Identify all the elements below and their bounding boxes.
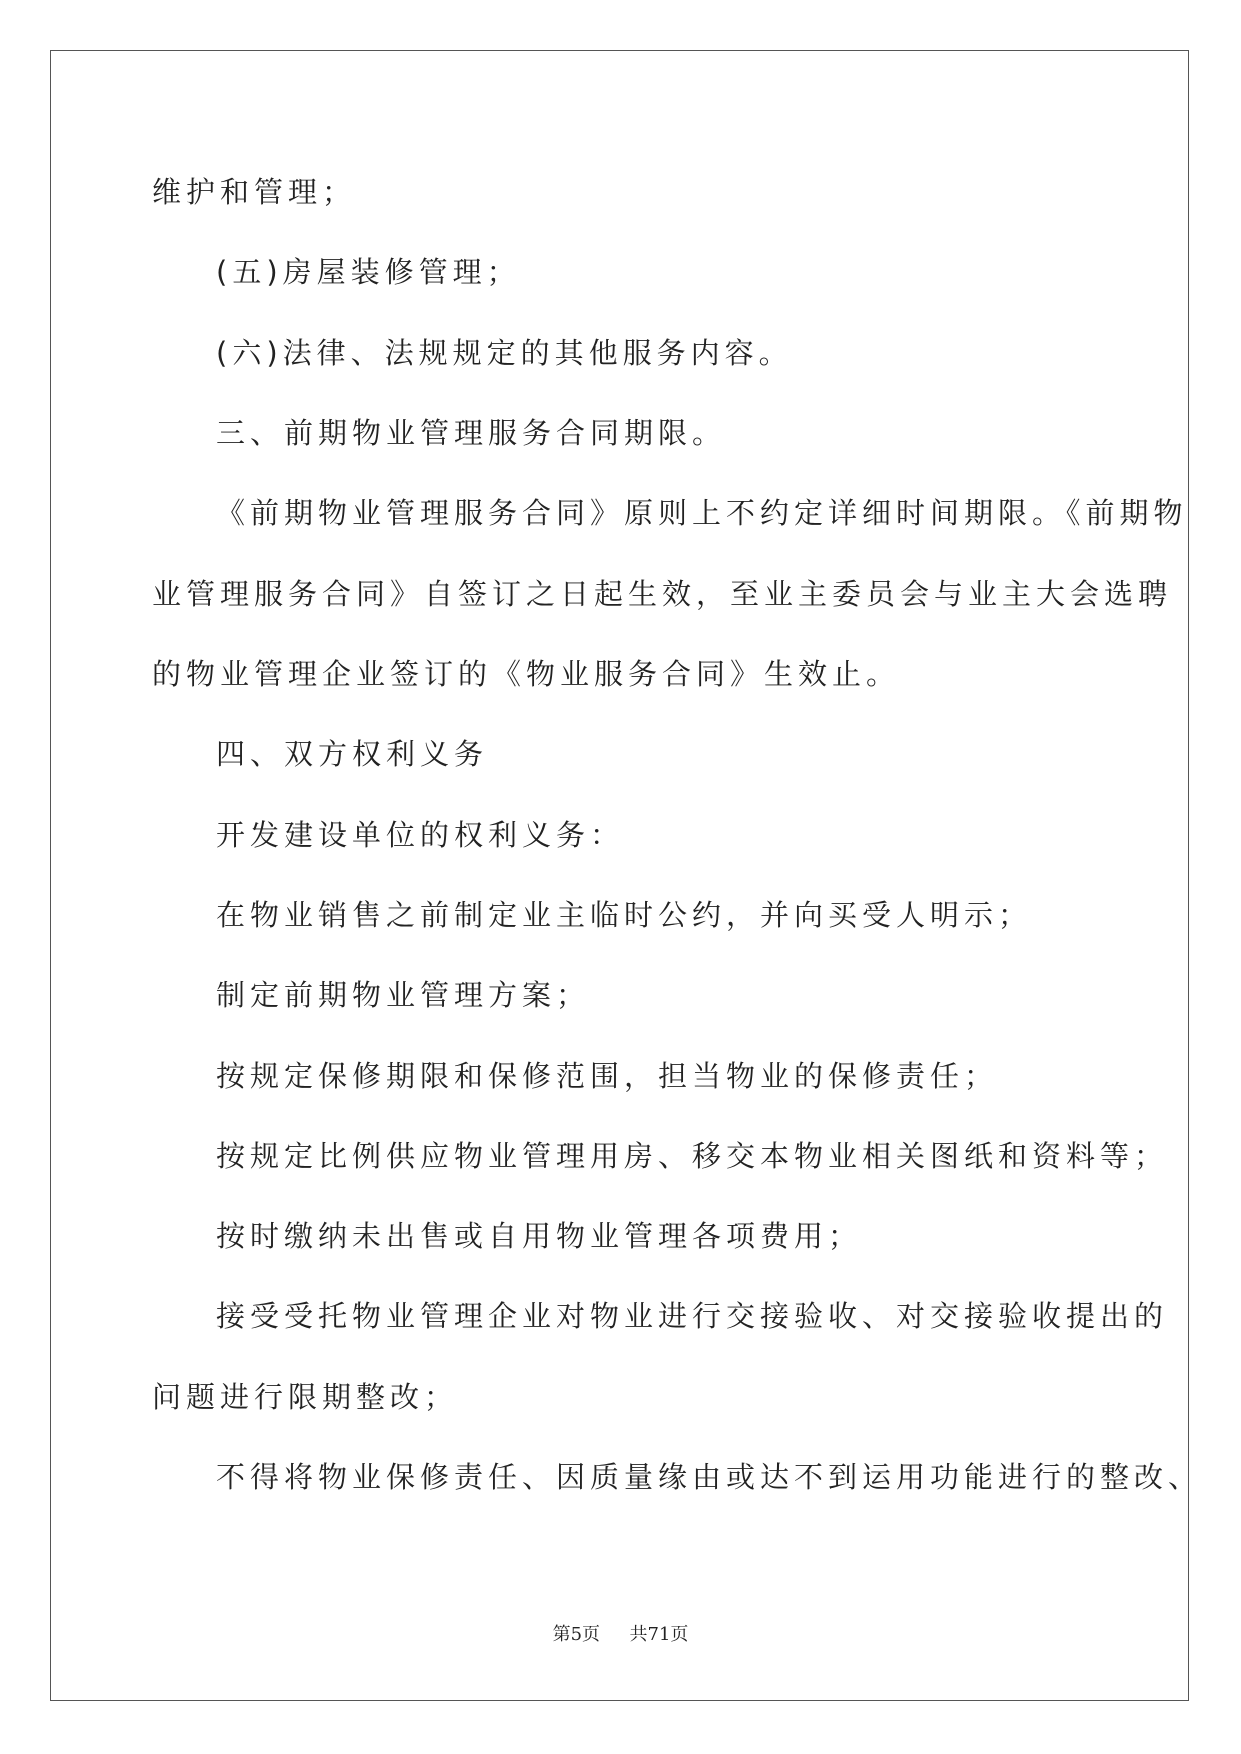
page-total: 共71页 xyxy=(629,1624,689,1645)
text-line: 维护和管理； xyxy=(152,175,357,209)
text-line: 按时缴纳未出售或自用物业管理各项费用； xyxy=(216,1219,863,1253)
text-line: 在物业销售之前制定业主临时公约，并向买受人明示； xyxy=(216,898,1033,932)
page-border xyxy=(50,50,1189,1701)
text-line: 按规定比例供应物业管理用房、移交本物业相关图纸和资料等； xyxy=(216,1139,1169,1173)
text-line: (五)房屋装修管理； xyxy=(216,255,521,289)
text-line: 不得将物业保修责任、因质量缘由或达不到运用功能进行的整改、 xyxy=(216,1460,1203,1494)
text-line: 开发建设单位的权利义务： xyxy=(216,818,625,852)
text-line: 业管理服务合同》自签订之日起生效，至业主委员会与业主大会选聘 xyxy=(152,577,1173,611)
page-number: 第5页 xyxy=(552,1624,601,1645)
text-line: 问题进行限期整改； xyxy=(152,1380,459,1414)
text-line: 的物业管理企业签订的《物业服务合同》生效止。 xyxy=(152,657,901,691)
text-line: 接受受托物业管理企业对物业进行交接验收、对交接验收提出的 xyxy=(216,1299,1169,1333)
text-line: 《前期物业管理服务合同》原则上不约定详细时间期限。《前期物 xyxy=(216,496,1188,530)
text-line: (六)法律、法规规定的其他服务内容。 xyxy=(216,336,793,370)
section-heading: 三、前期物业管理服务合同期限。 xyxy=(216,416,727,450)
page-footer xyxy=(0,1620,1241,1646)
text-line: 按规定保修期限和保修范围，担当物业的保修责任； xyxy=(216,1059,999,1093)
section-heading: 四、双方权利义务 xyxy=(216,737,489,771)
text-line: 制定前期物业管理方案； xyxy=(216,978,591,1012)
